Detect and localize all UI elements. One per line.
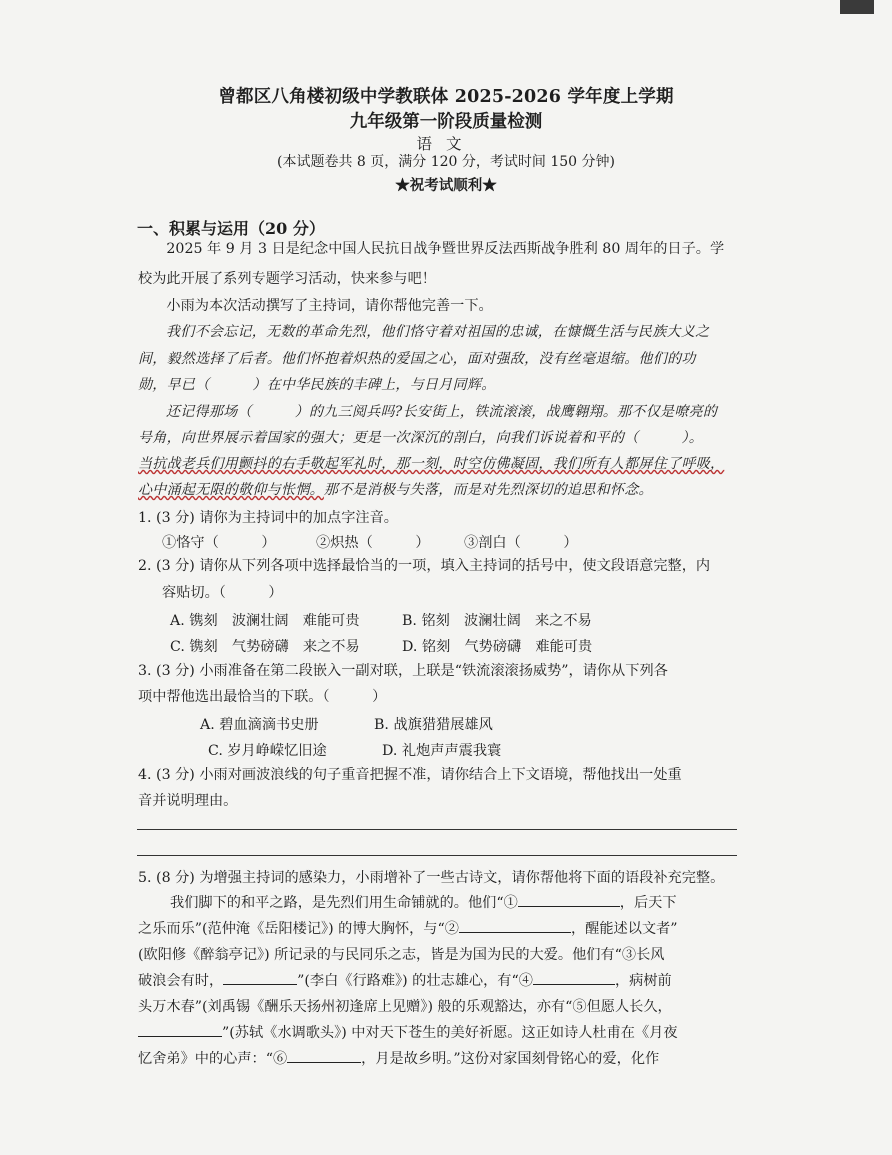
q5-text: ”(李白《行路难》) 的壮志雄心，有“④	[297, 973, 533, 989]
q5-text: ”(苏轼《水调歌头》) 中对天下苍生的美好祈愿。这正如诗人杜甫在《月夜	[222, 1025, 678, 1041]
q5-line	[138, 1048, 659, 1068]
intro-line: 2025 年 9 月 3 日是纪念中国人民抗日战争暨世界反法西斯战争胜利 80 周年的日子。学	[166, 241, 725, 257]
subject-label: 语文	[416, 135, 476, 153]
q2-option: B. 铭刻 波澜壮阔 来之不易	[402, 613, 592, 629]
q5-text: 我们脚下的和平之路，是先烈们用生命铺就的。他们“①	[170, 895, 518, 911]
section-heading: 一、积累与运用（20 分）	[137, 219, 325, 238]
q5-text: ，醒能述以文者”	[570, 921, 678, 937]
q5-line	[138, 918, 678, 938]
q1-item: ①恪守（ ）	[162, 535, 276, 551]
q1-item: ②炽热（ ）	[316, 535, 430, 551]
blank-6[interactable]	[287, 1048, 361, 1063]
q2-option: D. 铭刻 气势磅礴 难能可贵	[402, 639, 593, 655]
corner-mark	[840, 0, 874, 14]
q3-option: B. 战旗猎猎展雄风	[374, 717, 493, 733]
q2-option: C. 镌刻 气势磅礴 来之不易	[170, 639, 360, 655]
script-line: 我们不会忘记，无数的革命先烈，他们恪守着对祖国的忠诚，在慷慨生活与民族大义之	[166, 324, 710, 340]
q5-line	[138, 970, 672, 990]
blank-2[interactable]	[459, 918, 571, 933]
q5-line: 头万木春”(刘禹锡《酬乐天扬州初逢席上见赠》) 般的乐观豁达，亦有“⑤但愿人长久，	[138, 999, 672, 1015]
q5-text: ，后天下	[619, 895, 677, 911]
q1-item: ③剖白（ ）	[464, 535, 578, 551]
question-2-stem: 容贴切。（ ）	[162, 585, 283, 601]
q5-text: 破浪会有时，	[138, 973, 224, 989]
q3-option: D. 礼炮声声震我寰	[382, 743, 502, 759]
answer-line	[137, 855, 737, 856]
q5-text: 之乐而乐”(范仲淹《岳阳楼记》) 的博大胸怀，与“②	[138, 921, 459, 937]
question-5-stem: 5. (8 分) 为增强主持词的感染力，小雨增补了一些古诗文，请你帮他将下面的语段补充完整。	[138, 870, 725, 886]
q5-text: 忆舍弟》中的心声：“⑥	[138, 1051, 288, 1067]
question-4-stem: 4. (3 分) 小雨对画波浪线的句子重音把握不准，请你结合上下文语境，帮他找出一处重	[138, 767, 682, 783]
script-line: 勋，早已（ ）在中华民族的丰碑上，与日月同辉。	[138, 377, 496, 393]
question-1-stem: 1. (3 分) 请你为主持词中的加点字注音。	[138, 510, 398, 526]
script-text: 那不是消极与失落，而是对先烈深切的追思和怀念。	[323, 482, 653, 498]
blank-5[interactable]	[138, 1022, 222, 1037]
q2-option: A. 镌刻 波澜壮阔 难能可贵	[170, 613, 360, 629]
blank-1[interactable]	[518, 892, 620, 907]
question-3-stem: 3. (3 分) 小雨准备在第二段嵌入一副对联，上联是“铁流滚滚扬威势”，请你从下列各	[138, 663, 668, 679]
script-line: 间，毅然选择了后者。他们怀抱着炽热的爱国之心，面对强敌，没有丝毫退缩。他们的功	[138, 351, 696, 367]
blank-3[interactable]	[223, 970, 297, 985]
question-3-stem: 项中帮他选出最恰当的下联。（ ）	[138, 689, 387, 705]
q5-line: (欧阳修《醉翁亭记》) 所记录的与民同乐之志，皆是为国为民的大爱。他们有“③长风	[138, 947, 665, 963]
question-2-stem: 2. (3 分) 请你从下列各项中选择最恰当的一项，填入主持词的括号中，使文段语意完整，内	[138, 558, 711, 574]
exam-wish: ★祝考试顺利★	[395, 177, 497, 194]
q5-line	[170, 892, 677, 912]
wavy-sentence	[138, 451, 752, 477]
q3-option: C. 岁月峥嵘忆旧途	[208, 743, 327, 759]
script-line: 号角，向世界展示着国家的强大；更是一次深沉的剖白，向我们诉说着和平的（ ）。	[138, 430, 703, 446]
q5-text: ，月是故乡明。”这份对家国刻骨铭心的爱，化作	[361, 1051, 660, 1067]
exam-subtitle: 九年级第一阶段质量检测	[349, 112, 543, 132]
q5-text: ，病树前	[614, 973, 672, 989]
q5-line	[138, 1022, 678, 1042]
wavy-text: 当抗战老兵们用颤抖的右手敬起军礼时，那一刻，时空仿佛凝固，我们所有人都屏住了呼吸，	[138, 456, 725, 472]
script-line: 还记得那场（ ）的九三阅兵吗?长安街上，铁流滚滚，战鹰翱翔。那不仅是嘹亮的	[166, 404, 718, 420]
wavy-text: 心中涌起无限的敬仰与怅惘。	[138, 482, 324, 498]
exam-info: (本试题卷共 8 页，满分 120 分，考试时间 150 分钟)	[277, 154, 615, 170]
intro-line: 小雨为本次活动撰写了主持词，请你帮他完善一下。	[166, 298, 493, 314]
q3-option: A. 碧血滴滴书史册	[200, 717, 319, 733]
question-4-stem: 音并说明理由。	[138, 793, 238, 809]
intro-line: 校为此开展了系列专题学习活动，快来参与吧！	[138, 271, 436, 287]
script-line	[138, 477, 752, 503]
answer-line	[137, 829, 737, 830]
blank-4[interactable]	[533, 970, 615, 985]
exam-title: 曾都区八角楼初级中学教联体 2025-2026 学年度上学期	[218, 87, 674, 107]
